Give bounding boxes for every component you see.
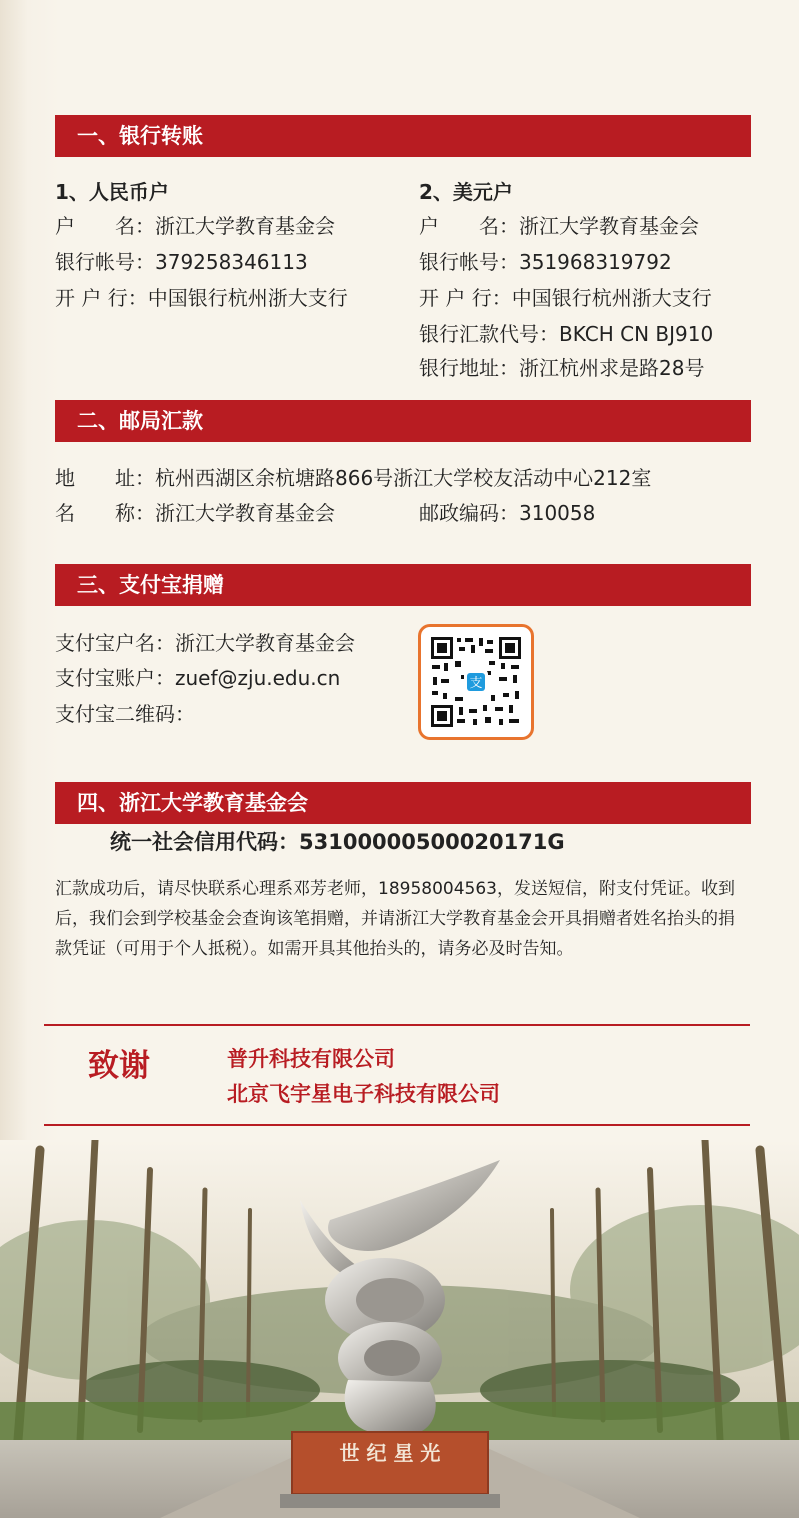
- credit-code-label: 统一社会信用代码：: [110, 830, 299, 854]
- thanks-title: 致谢: [88, 1048, 150, 1084]
- alipay-account-value: zuef@zju.edu.cn: [175, 666, 341, 690]
- rmb-name-row: [55, 210, 335, 239]
- pedestal-inscription: 世 纪 星 光: [339, 1441, 441, 1465]
- usd-bank-value: 中国银行杭州浙大支行: [511, 286, 712, 310]
- post-zip-label: 邮政编码：: [419, 501, 519, 525]
- usd-address-value: 浙江杭州求是路28号: [519, 356, 705, 380]
- rmb-bank-row: [55, 282, 348, 311]
- post-name-value: 浙江大学教育基金会: [155, 501, 335, 525]
- usd-account-row: [419, 246, 672, 275]
- post-address-label: 地 址：: [55, 466, 155, 490]
- alipay-name-value: 浙江大学教育基金会: [175, 631, 355, 655]
- rmb-bank-value: 中国银行杭州浙大支行: [147, 286, 348, 310]
- section-foundation-title: 四、浙江大学教育基金会: [55, 782, 751, 824]
- rmb-name-label: 户 名：: [55, 214, 155, 238]
- post-address-value: 杭州西湖区余杭塘路866号浙江大学校友活动中心212室: [155, 466, 652, 490]
- rmb-name-value: 浙江大学教育基金会: [155, 214, 335, 238]
- usd-bank-row: [419, 282, 712, 311]
- rmb-bank-label: 开 户 行：: [55, 286, 148, 310]
- usd-swift-value: BKCH CN BJ910: [559, 322, 714, 346]
- sponsor-2: 北京飞宇星电子科技有限公司: [227, 1082, 500, 1106]
- alipay-qr-label: 支付宝二维码：: [55, 702, 195, 726]
- qr-code-icon: [429, 635, 523, 729]
- section-alipay-title: 三、支付宝捐赠: [55, 564, 751, 606]
- usd-swift-row: [419, 318, 713, 347]
- usd-name-label: 户 名：: [419, 214, 519, 238]
- alipay-qr-code[interactable]: [418, 624, 534, 740]
- usd-bank-label: 开 户 行：: [419, 286, 512, 310]
- section-post-title: 二、邮局汇款: [55, 400, 751, 442]
- post-address-row: [55, 462, 651, 491]
- campus-sculpture-photo: [0, 1140, 799, 1518]
- section-bank-title: 一、银行转账: [55, 115, 751, 157]
- usd-name-row: [419, 210, 699, 239]
- post-name-label: 名 称：: [55, 501, 155, 525]
- alipay-name-row: [55, 627, 355, 656]
- post-name-row: [55, 497, 335, 526]
- remittance-note: 汇款成功后，请尽快联系心理系邓芳老师，18958004563，发送短信，附支付凭证。收到后，我们会到学校基金会查询该笔捐赠，并请浙江大学教育基金会开具捐赠者姓名抬头的捐款凭证（可用于个人抵税）。如需开具其他抬头的，请务必及时告知。: [55, 879, 735, 959]
- rmb-account-value: 379258346113: [155, 250, 308, 274]
- usd-account-label: 银行帐号：: [419, 250, 519, 274]
- usd-name-value: 浙江大学教育基金会: [519, 214, 699, 238]
- alipay-account-label: 支付宝账户：: [55, 666, 175, 690]
- svg-text:支: 支: [469, 676, 483, 691]
- rmb-account-label: 银行帐号：: [55, 250, 155, 274]
- alipay-account-row: [55, 662, 340, 691]
- thanks-top-divider: [44, 1024, 750, 1026]
- rmb-heading: 1、人民币户: [55, 180, 169, 204]
- credit-code-row: [110, 826, 565, 856]
- post-zip-value: 310058: [519, 501, 596, 525]
- usd-address-label: 银行地址：: [419, 356, 519, 380]
- rmb-account-row: [55, 246, 308, 275]
- credit-code-value: 53100000500020171G: [299, 830, 565, 854]
- usd-swift-label: 银行汇款代号：: [419, 322, 559, 346]
- sponsor-1: 普升科技有限公司: [227, 1047, 395, 1071]
- usd-account-value: 351968319792: [519, 250, 672, 274]
- post-zip-row: [419, 497, 595, 526]
- alipay-name-label: 支付宝户名：: [55, 631, 175, 655]
- thanks-bottom-divider: [44, 1124, 750, 1126]
- usd-address-row: [419, 352, 704, 381]
- usd-heading: 2、美元户: [419, 180, 513, 204]
